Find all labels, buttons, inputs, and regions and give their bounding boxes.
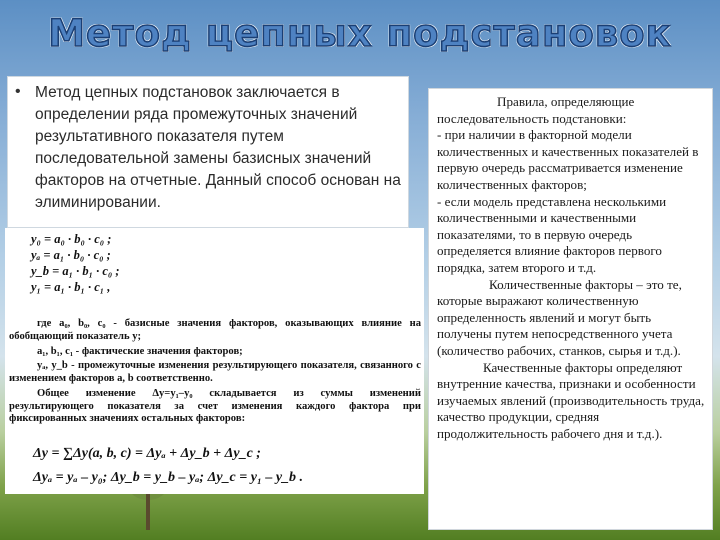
bullet-textbox [7,76,409,228]
formula-desc-basis: где a₀, b₀, c₀ - базисные значения факторов, оказывающих влияние на обобщающий показатель y; [9,318,421,342]
formula-deltas: Δyₐ = yₐ – y₀; Δy_b = y_b – yₐ; Δy_c = y₁ – y_b . [33,470,304,485]
rules-textbox [428,88,713,530]
formula-line-1: y₀ = a₀ · b₀ · c₀ ; [31,232,112,246]
rules-quantitative: Количественные факторы – это те, которые выражают количественную определенность явлений и могут быть получены путем непосредственного учета (количество рабочих, станков, сырья и т.д.). [437,276,682,358]
rules-qualitative: Качественные факторы определяют внутренние качества, признаки и особенности изучаемых явлений (производительность труда, качество продукции, средняя продолжительность рабочего дня и т.д.). [437,359,705,441]
rules-item-2: - если модель представлена несколькими количественными и качественными показателями, то в первую очередь определяется влияние факторов первого порядка, затем второго и т.д. [437,193,667,275]
slide-title: Метод цепных подстановок [48,12,672,55]
formula-line-3: y_b = a₁ · b₁ · c₀ ; [31,264,120,278]
bullet-marker: • [15,83,21,100]
bullet-text: Метод цепных подстановок заключается в определении ряда промежуточных значений результативного показателя путем последовательной замены базисных значений факторов на отчетные. Данный способ основан на элиминировании. [35,84,401,211]
formula-line-2: yₐ = a₁ · b₀ · c₀ ; [31,248,111,262]
formula-sum: Δy = ∑Δy(a, b, c) = Δyₐ + Δy_b + Δy_c ; [33,446,261,461]
formula-desc-total: Общее изменение Δy=y₁–y₀ складывается из суммы изменений результирующего показателя за счет изменения каждого фактора при фиксированных значениях остальных факторов: [9,388,421,424]
tree-trunk [146,494,150,530]
rules-heading: Правила, определяющие последовательность подстановки: [437,94,635,126]
formula-image [5,228,424,494]
formula-line-4: y₁ = a₁ · b₁ · c₁ , [31,280,111,294]
rules-item-1: - при наличии в факторной модели количественных и качественных показателей в первую очередь рассматривается изменение количественных факторов; [437,127,699,192]
formula-desc-actual: a₁, b₁, c₁ - фактические значения факторов; [37,346,243,357]
formula-desc-intermediate: yₐ, y_b - промежуточные изменения результирующего показателя, связанного с изменением факторов a, b соответственно. [9,360,421,384]
